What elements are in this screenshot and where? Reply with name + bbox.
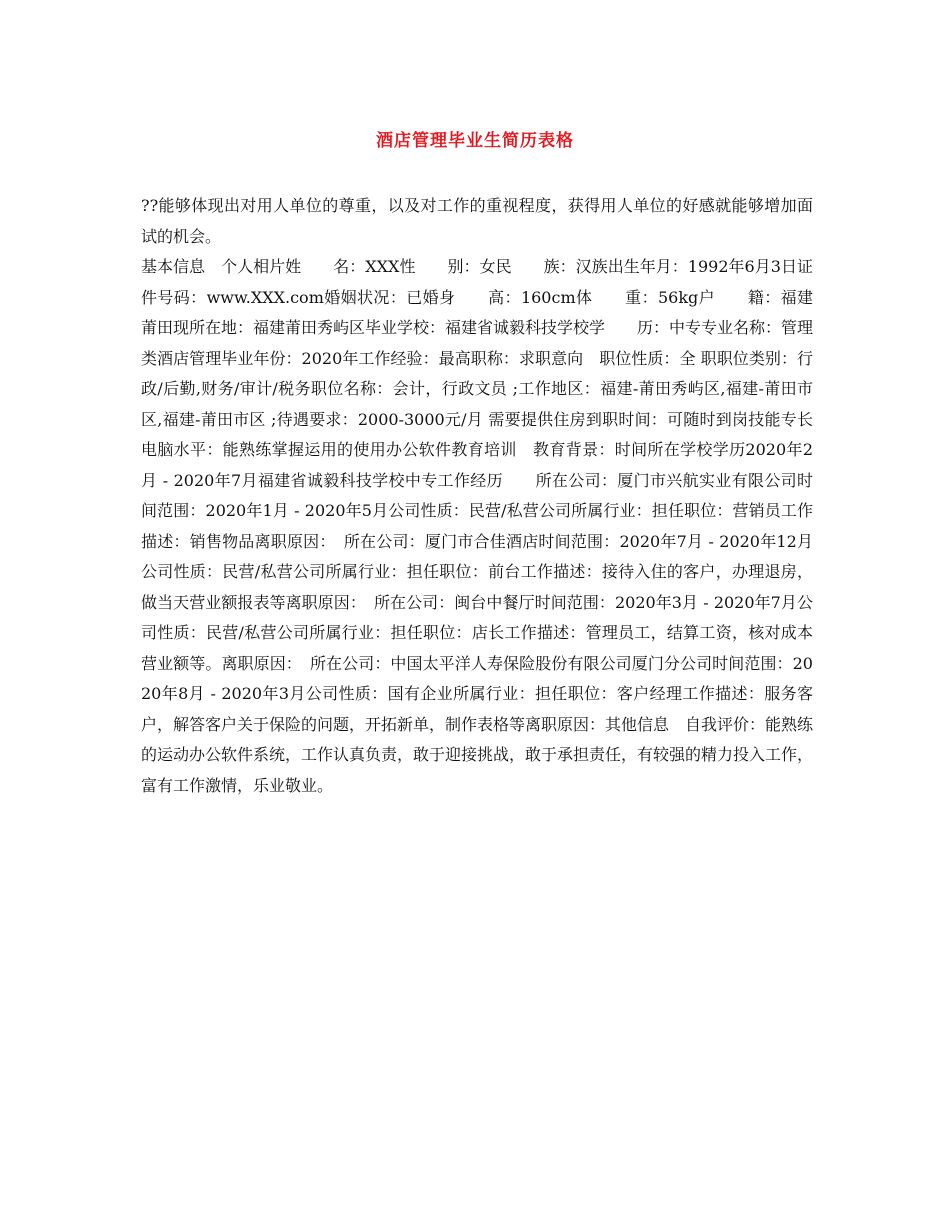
resume-paragraph: 基本信息 个人相片姓 名：XXX性 别：女民 族：汉族出生年月：1992年6月3日证件号码：www.XXX.com婚姻状况：已婚身 高：160cm体 重：56kg户 籍：福建莆田现所在地：福建莆田秀屿区毕业学校：福建省诚毅科技学校学 历：中专专业名称：管理类酒店管理毕业年份：2020年工作经验：最高职称：求职意向 职位性质：全 职职位类别：行政/后勤,财务/审计/税务职位名称：会计，行政文员 ;工作地区：福建-莆田秀屿区,福建-莆田市区,福建-莆田市区 ;待遇要求：2000-3000元/月 需要提供住房到职时间：可随时到岗技能专长 电脑水平：能熟练掌握运用的使用办公软件教育培训 教育背景：时间所在学校学历2020年2月 - 2020年7月福建省诚毅科技学校中专工作经历 所在公司：厦门市兴航实业有限公司时间范围：2020年1月 - 2020年5月公司性质：民营/私营公司所属行业：担任职位：营销员工作描述：销售物品离职原因： 所在公司：厦门市合佳酒店时间范围：2020年7月 - 2020年12月公司性质：民营/私营公司所属行业：担任职位：前台工作描述：接待入住的客户，办理退房，做当天营业额报表等离职原因： 所在公司：闽台中餐厅时间范围：2020年3月 - 2020年7月公司性质：民营/私营公司所属行业：担任职位：店长工作描述：管理员工，结算工资，核对成本营业额等。离职原因： 所在公司：中国太平洋人寿保险股份有限公司厦门分公司时间范围：2020年8月 - 2020年3月公司性质：国有企业所属行业：担任职位：客户经理工作描述：服务客户，解答客户关于保险的问题，开拓新单，制作表格等离职原因：其他信息 自我评价：能熟练的运动办公软件系统，工作认真负责，敢于迎接挑战，敢于承担责任，有较强的精力投入工作，富有工作激情，乐业敬业。 — [141, 257, 814, 795]
document-body — [141, 191, 813, 801]
intro-paragraph: ??能够体现出对用人单位的尊重，以及对工作的重视程度，获得用人单位的好感就能够增加面试的机会。 — [141, 196, 813, 246]
document-title: 酒店管理毕业生简历表格 — [376, 131, 574, 151]
